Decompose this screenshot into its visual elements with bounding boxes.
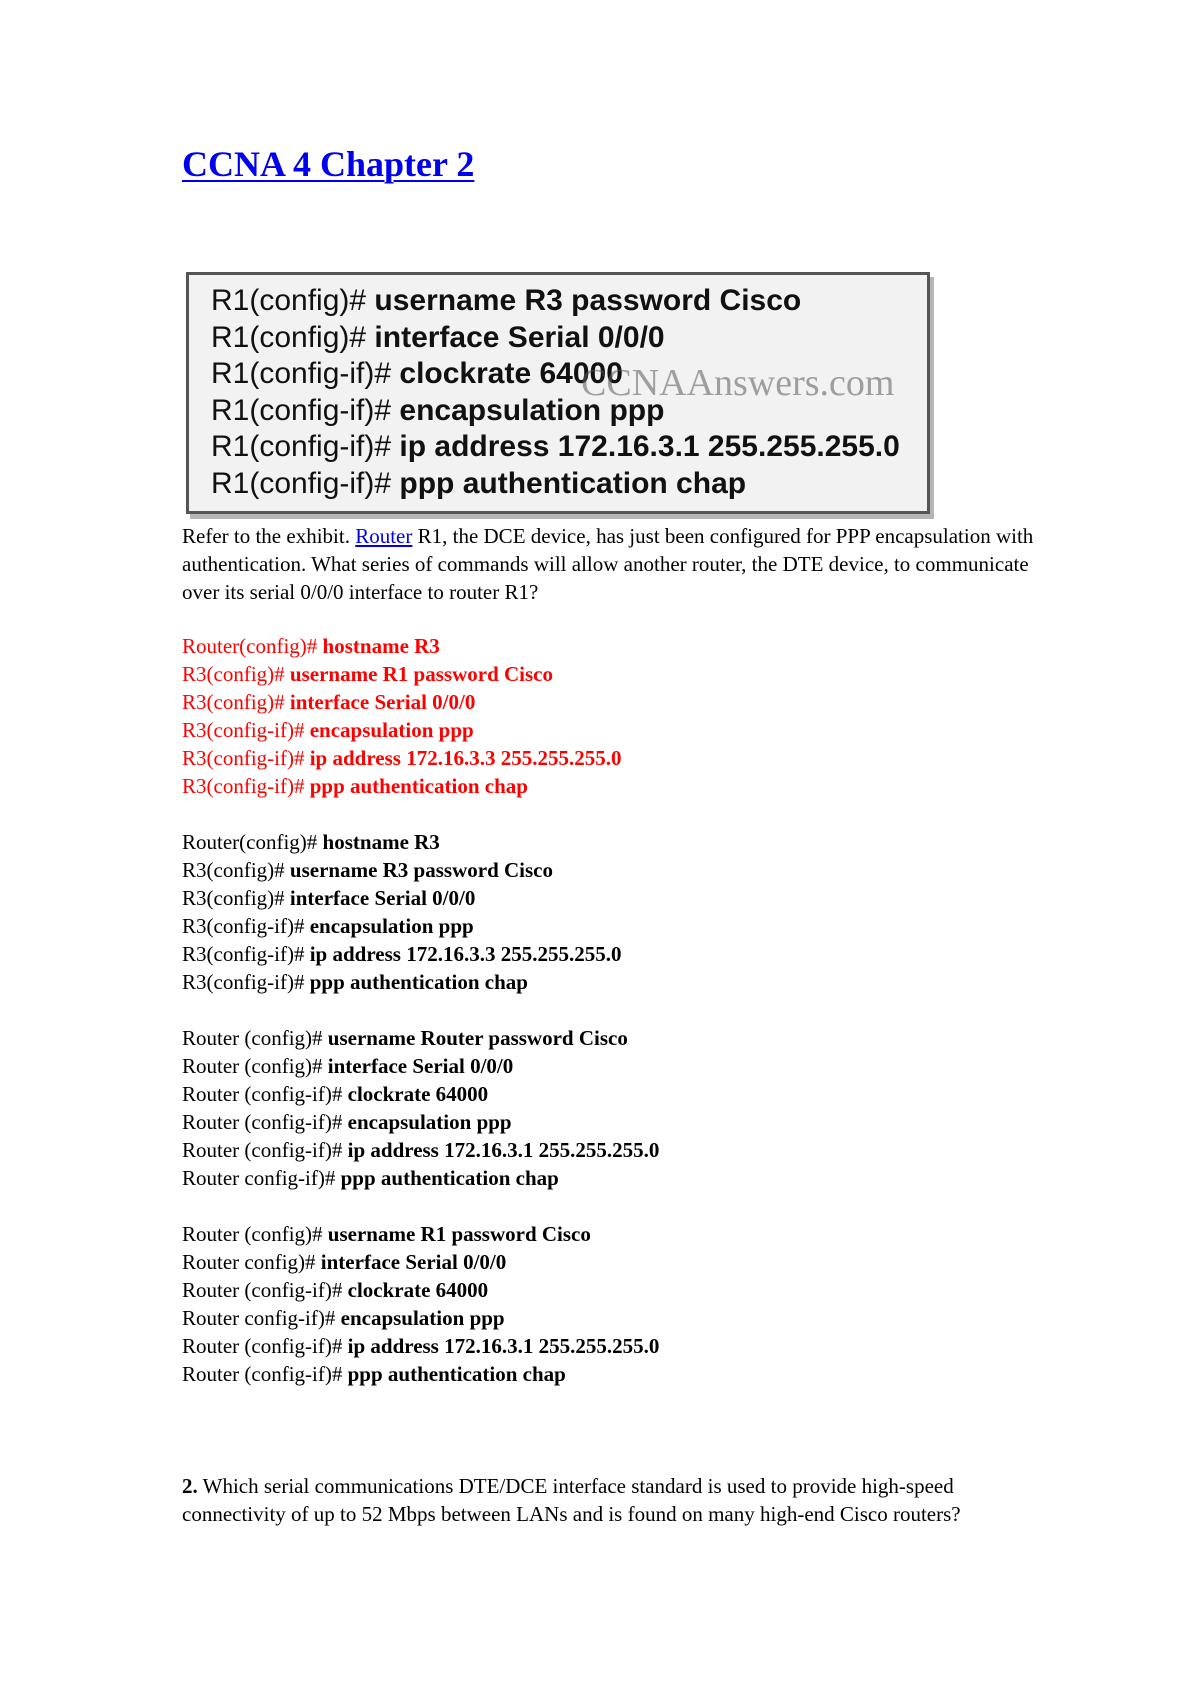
answer-option-2 (182, 828, 621, 996)
cmd-text: hostname R3 (322, 634, 440, 658)
cmd-text: username R1 password Cisco (289, 662, 553, 686)
cmd-prompt: R3(config-if)# (182, 970, 305, 994)
question-1-intro: Refer to the exhibit. (182, 524, 356, 548)
cmd-text: interface Serial 0/0/0 (327, 1054, 514, 1078)
cmd-text: ppp authentication chap (309, 970, 528, 994)
cmd-prompt: R3(config-if)# (182, 914, 305, 938)
command-line (182, 744, 621, 772)
command-line (182, 1276, 659, 1304)
answer-option-4 (182, 1220, 659, 1388)
command-line (182, 1360, 659, 1388)
exhibit-line (211, 283, 927, 320)
cmd-prompt: Router config-if)# (182, 1306, 336, 1330)
cmd-prompt: Router config)# (182, 1250, 316, 1274)
cmd-text: ip address 172.16.3.1 255.255.255.0 (347, 1138, 660, 1162)
question-2-text (182, 1472, 1042, 1528)
cmd-text: interface Serial 0/0/0 (289, 886, 476, 910)
cmd-prompt: Router(config)# (182, 634, 318, 658)
question-2-body: Which serial communications DTE/DCE interface standard is used to provide high-speed connectivity of up to 52 Mbps between LANs and is found on many high-end Cisco routers? (182, 1474, 961, 1526)
router-link[interactable]: Router (355, 524, 413, 548)
cmd-text: username Router password Cisco (327, 1026, 628, 1050)
exhibit-prompt: R1(config-if)# (211, 393, 392, 427)
cmd-prompt: Router (config)# (182, 1026, 323, 1050)
exhibit-command: ppp authentication chap (399, 466, 747, 500)
cmd-prompt: R3(config)# (182, 690, 285, 714)
command-line (182, 1164, 659, 1192)
exhibit-prompt: R1(config)# (211, 284, 367, 317)
cmd-prompt: R3(config)# (182, 886, 285, 910)
exhibit-command: encapsulation ppp (399, 393, 665, 427)
cmd-prompt: R3(config)# (182, 858, 285, 882)
cmd-prompt: Router (config-if)# (182, 1110, 343, 1134)
cmd-text: ppp authentication chap (309, 774, 528, 798)
command-line (182, 856, 621, 884)
cmd-text: username R1 password Cisco (327, 1222, 591, 1246)
exhibit-command: ip address 172.16.3.1 255.255.255.0 (399, 430, 900, 463)
cmd-text: ppp authentication chap (340, 1166, 559, 1190)
cmd-prompt: Router(config)# (182, 830, 318, 854)
cmd-text: ip address 172.16.3.1 255.255.255.0 (347, 1334, 660, 1358)
command-line (182, 660, 621, 688)
cmd-text: ppp authentication chap (347, 1362, 566, 1386)
command-line (182, 1108, 659, 1136)
cmd-text: interface Serial 0/0/0 (320, 1250, 507, 1274)
cmd-prompt: Router (config-if)# (182, 1334, 343, 1358)
exhibit-line (211, 320, 927, 357)
cmd-prompt: R3(config-if)# (182, 942, 305, 966)
cmd-prompt: R3(config)# (182, 662, 285, 686)
command-line (182, 912, 621, 940)
cmd-text: ip address 172.16.3.3 255.255.255.0 (309, 942, 622, 966)
cmd-text: interface Serial 0/0/0 (289, 690, 476, 714)
command-line (182, 1248, 659, 1276)
exhibit-command: clockrate 64000 (399, 357, 623, 390)
command-line (182, 968, 621, 996)
command-line (182, 1080, 659, 1108)
question-1-text (182, 522, 1042, 606)
cmd-text: encapsulation ppp (309, 914, 474, 938)
cmd-text: ip address 172.16.3.3 255.255.255.0 (309, 746, 622, 770)
exhibit-watermark: CCNAAnswers.com (581, 362, 895, 404)
command-line (182, 1220, 659, 1248)
command-line (182, 1304, 659, 1332)
exhibit-line (211, 466, 927, 503)
cmd-prompt: R3(config-if)# (182, 718, 305, 742)
cmd-prompt: Router (config-if)# (182, 1082, 343, 1106)
cmd-prompt: Router (config)# (182, 1222, 323, 1246)
command-line (182, 884, 621, 912)
exhibit-image (186, 272, 930, 514)
cmd-prompt: Router (config-if)# (182, 1138, 343, 1162)
exhibit-prompt: R1(config-if)# (211, 357, 392, 390)
command-line (182, 940, 621, 968)
cmd-prompt: Router (config-if)# (182, 1278, 343, 1302)
question-1-body: R1, the DCE device, has just been configured for PPP encapsulation with authentication. What series of commands will allow another router, the DTE device, to communicate over its serial 0/0/0 interface to router R1? (182, 524, 1034, 604)
command-line (182, 1052, 659, 1080)
command-line (182, 828, 621, 856)
page-title-link[interactable]: CCNA 4 Chapter 2 (182, 144, 475, 184)
exhibit-prompt: R1(config-if)# (211, 430, 392, 463)
command-line (182, 1136, 659, 1164)
cmd-text: hostname R3 (322, 830, 440, 854)
exhibit-prompt: R1(config-if)# (211, 466, 392, 500)
exhibit-command: username R3 password Cisco (374, 284, 802, 317)
cmd-text: clockrate 64000 (347, 1082, 489, 1106)
cmd-prompt: Router config-if)# (182, 1166, 336, 1190)
cmd-prompt: Router (config)# (182, 1054, 323, 1078)
command-line (182, 716, 621, 744)
cmd-text: clockrate 64000 (347, 1278, 489, 1302)
command-line (182, 1024, 659, 1052)
command-line (182, 632, 621, 660)
cmd-prompt: R3(config-if)# (182, 746, 305, 770)
answer-option-3 (182, 1024, 659, 1192)
cmd-text: encapsulation ppp (309, 718, 474, 742)
exhibit-command: interface Serial 0/0/0 (374, 320, 665, 354)
exhibit-line (211, 429, 927, 466)
cmd-prompt: R3(config-if)# (182, 774, 305, 798)
cmd-text: encapsulation ppp (347, 1110, 512, 1134)
command-line (182, 1332, 659, 1360)
exhibit-prompt: R1(config)# (211, 320, 367, 354)
cmd-text: username R3 password Cisco (289, 858, 553, 882)
answer-option-1-correct (182, 632, 621, 800)
cmd-text: encapsulation ppp (340, 1306, 505, 1330)
command-line (182, 688, 621, 716)
question-2-number: 2. (182, 1474, 198, 1498)
command-line (182, 772, 621, 800)
cmd-prompt: Router (config-if)# (182, 1362, 343, 1386)
